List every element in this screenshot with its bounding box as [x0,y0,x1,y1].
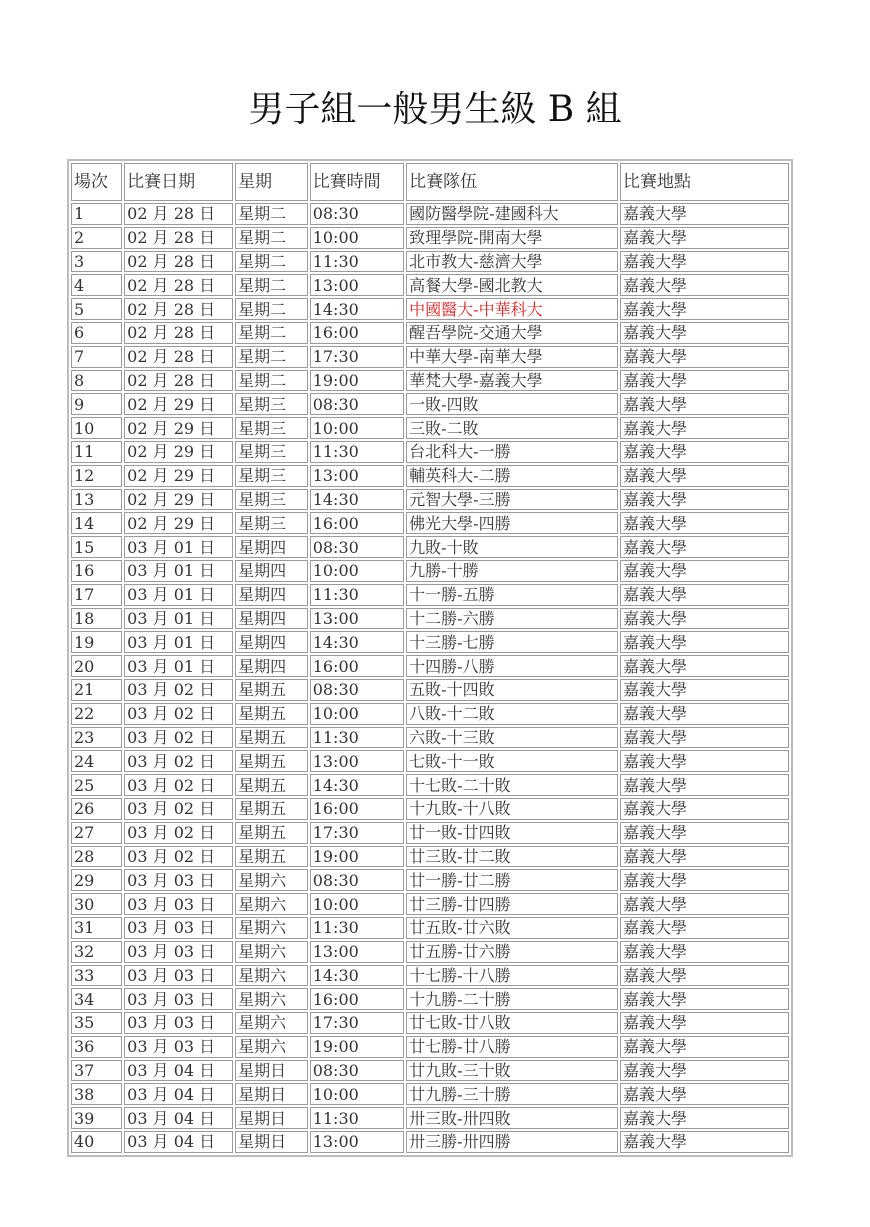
teams-cell: 元智大學-三勝 [406,489,618,511]
weekday-cell: 星期二 [235,227,308,249]
venue-cell: 嘉義大學 [620,1060,789,1082]
venue-cell: 嘉義大學 [620,584,789,606]
table-row [71,655,789,677]
match-number-cell: 5 [71,298,122,320]
table-row [71,203,789,225]
venue-cell: 嘉義大學 [620,465,789,487]
teams-cell: 致理學院-開南大學 [406,227,618,249]
table-row [71,441,789,463]
column-header-venue: 比賽地點 [620,163,789,201]
teams-cell: 三敗-二敗 [406,417,618,439]
table-row [71,679,789,701]
date-cell: 03 月 02 日 [124,822,233,844]
match-number-cell: 19 [71,631,122,653]
venue-cell: 嘉義大學 [620,536,789,558]
table-row [71,1131,789,1153]
match-number-cell: 40 [71,1131,122,1153]
time-cell: 16:00 [310,322,404,344]
weekday-cell: 星期五 [235,727,308,749]
venue-cell: 嘉義大學 [620,512,789,534]
venue-cell: 嘉義大學 [620,893,789,915]
match-number-cell: 20 [71,655,122,677]
table-row [71,917,789,939]
match-number-cell: 18 [71,608,122,630]
match-number-cell: 33 [71,965,122,987]
weekday-cell: 星期三 [235,489,308,511]
date-cell: 02 月 29 日 [124,393,233,415]
weekday-cell: 星期二 [235,322,308,344]
date-cell: 03 月 03 日 [124,988,233,1010]
match-number-cell: 2 [71,227,122,249]
date-cell: 03 月 01 日 [124,655,233,677]
match-number-cell: 32 [71,941,122,963]
venue-cell: 嘉義大學 [620,1131,789,1153]
weekday-cell: 星期二 [235,298,308,320]
venue-cell: 嘉義大學 [620,679,789,701]
venue-cell: 嘉義大學 [620,227,789,249]
time-cell: 13:00 [310,941,404,963]
weekday-cell: 星期五 [235,750,308,772]
time-cell: 17:30 [310,1012,404,1034]
time-cell: 16:00 [310,512,404,534]
time-cell: 08:30 [310,203,404,225]
teams-cell: 廿三勝-廿四勝 [406,893,618,915]
table-header-row [71,163,789,201]
teams-cell: 廿七勝-廿八勝 [406,1036,618,1058]
weekday-cell: 星期五 [235,798,308,820]
date-cell: 03 月 01 日 [124,584,233,606]
time-cell: 13:00 [310,608,404,630]
venue-cell: 嘉義大學 [620,750,789,772]
weekday-cell: 星期日 [235,1083,308,1105]
weekday-cell: 星期六 [235,988,308,1010]
teams-cell: 九勝-十勝 [406,560,618,582]
date-cell: 03 月 03 日 [124,1036,233,1058]
time-cell: 08:30 [310,393,404,415]
match-number-cell: 37 [71,1060,122,1082]
table-row [71,774,789,796]
time-cell: 10:00 [310,893,404,915]
teams-cell: 十一勝-五勝 [406,584,618,606]
weekday-cell: 星期六 [235,1036,308,1058]
time-cell: 13:00 [310,1131,404,1153]
column-header-date: 比賽日期 [124,163,233,201]
match-number-cell: 11 [71,441,122,463]
time-cell: 11:30 [310,584,404,606]
teams-cell: 佛光大學-四勝 [406,512,618,534]
table-row [71,512,789,534]
time-cell: 11:30 [310,251,404,273]
date-cell: 02 月 29 日 [124,489,233,511]
teams-cell: 卅三敗-卅四敗 [406,1107,618,1129]
venue-cell: 嘉義大學 [620,203,789,225]
match-number-cell: 15 [71,536,122,558]
table-row [71,727,789,749]
table-row [71,965,789,987]
date-cell: 03 月 02 日 [124,846,233,868]
table-row [71,941,789,963]
teams-cell: 卅三勝-卅四勝 [406,1131,618,1153]
match-number-cell: 12 [71,465,122,487]
teams-cell: 八敗-十二敗 [406,703,618,725]
match-number-cell: 34 [71,988,122,1010]
table-row [71,298,789,320]
weekday-cell: 星期日 [235,1060,308,1082]
weekday-cell: 星期三 [235,512,308,534]
weekday-cell: 星期三 [235,417,308,439]
time-cell: 14:30 [310,774,404,796]
venue-cell: 嘉義大學 [620,560,789,582]
venue-cell: 嘉義大學 [620,393,789,415]
venue-cell: 嘉義大學 [620,251,789,273]
table-row [71,322,789,344]
teams-cell: 廿七敗-廿八敗 [406,1012,618,1034]
teams-cell: 廿一勝-廿二勝 [406,869,618,891]
time-cell: 19:00 [310,1036,404,1058]
table-row [71,417,789,439]
match-number-cell: 24 [71,750,122,772]
date-cell: 02 月 28 日 [124,274,233,296]
date-cell: 02 月 29 日 [124,465,233,487]
time-cell: 10:00 [310,227,404,249]
date-cell: 03 月 03 日 [124,965,233,987]
teams-cell: 醒吾學院-交通大學 [406,322,618,344]
table-row [71,1107,789,1129]
match-number-cell: 9 [71,393,122,415]
venue-cell: 嘉義大學 [620,965,789,987]
time-cell: 17:30 [310,822,404,844]
date-cell: 03 月 03 日 [124,893,233,915]
date-cell: 03 月 03 日 [124,1012,233,1034]
match-number-cell: 27 [71,822,122,844]
date-cell: 02 月 28 日 [124,346,233,368]
time-cell: 16:00 [310,655,404,677]
table-row [71,560,789,582]
table-row [71,798,789,820]
teams-cell: 十四勝-八勝 [406,655,618,677]
weekday-cell: 星期二 [235,203,308,225]
table-row [71,346,789,368]
match-number-cell: 3 [71,251,122,273]
weekday-cell: 星期六 [235,917,308,939]
date-cell: 03 月 03 日 [124,869,233,891]
weekday-cell: 星期五 [235,774,308,796]
weekday-cell: 星期四 [235,631,308,653]
teams-cell: 六敗-十三敗 [406,727,618,749]
schedule-table [67,159,793,1157]
time-cell: 11:30 [310,727,404,749]
match-number-cell: 10 [71,417,122,439]
weekday-cell: 星期五 [235,703,308,725]
venue-cell: 嘉義大學 [620,774,789,796]
weekday-cell: 星期三 [235,441,308,463]
teams-cell: 中國醫大-中華科大 [406,298,618,320]
time-cell: 08:30 [310,536,404,558]
date-cell: 03 月 02 日 [124,750,233,772]
match-number-cell: 21 [71,679,122,701]
venue-cell: 嘉義大學 [620,727,789,749]
teams-cell: 十九敗-十八敗 [406,798,618,820]
venue-cell: 嘉義大學 [620,489,789,511]
table-row [71,251,789,273]
match-number-cell: 23 [71,727,122,749]
table-row [71,703,789,725]
venue-cell: 嘉義大學 [620,1083,789,1105]
venue-cell: 嘉義大學 [620,988,789,1010]
table-row [71,988,789,1010]
venue-cell: 嘉義大學 [620,869,789,891]
time-cell: 13:00 [310,750,404,772]
venue-cell: 嘉義大學 [620,631,789,653]
venue-cell: 嘉義大學 [620,941,789,963]
teams-cell: 廿一敗-廿四敗 [406,822,618,844]
venue-cell: 嘉義大學 [620,1036,789,1058]
match-number-cell: 7 [71,346,122,368]
weekday-cell: 星期六 [235,941,308,963]
time-cell: 16:00 [310,988,404,1010]
teams-cell: 七敗-十一敗 [406,750,618,772]
weekday-cell: 星期四 [235,584,308,606]
time-cell: 14:30 [310,965,404,987]
venue-cell: 嘉義大學 [620,917,789,939]
date-cell: 02 月 28 日 [124,322,233,344]
time-cell: 10:00 [310,560,404,582]
table-row [71,370,789,392]
date-cell: 03 月 01 日 [124,608,233,630]
weekday-cell: 星期六 [235,869,308,891]
teams-cell: 台北科大-一勝 [406,441,618,463]
match-number-cell: 38 [71,1083,122,1105]
weekday-cell: 星期日 [235,1131,308,1153]
date-cell: 03 月 03 日 [124,917,233,939]
table-row [71,1012,789,1034]
weekday-cell: 星期四 [235,536,308,558]
teams-cell: 華梵大學-嘉義大學 [406,370,618,392]
match-number-cell: 1 [71,203,122,225]
date-cell: 02 月 29 日 [124,441,233,463]
column-header-teams: 比賽隊伍 [406,163,618,201]
table-row [71,393,789,415]
teams-cell: 九敗-十敗 [406,536,618,558]
match-number-cell: 35 [71,1012,122,1034]
date-cell: 03 月 04 日 [124,1131,233,1153]
date-cell: 03 月 02 日 [124,774,233,796]
table-row [71,631,789,653]
match-number-cell: 16 [71,560,122,582]
venue-cell: 嘉義大學 [620,703,789,725]
match-number-cell: 22 [71,703,122,725]
teams-cell: 十七勝-十八勝 [406,965,618,987]
match-number-cell: 36 [71,1036,122,1058]
date-cell: 03 月 01 日 [124,536,233,558]
venue-cell: 嘉義大學 [620,1012,789,1034]
table-row [71,489,789,511]
teams-cell: 廿五勝-廿六勝 [406,941,618,963]
venue-cell: 嘉義大學 [620,798,789,820]
weekday-cell: 星期六 [235,893,308,915]
time-cell: 08:30 [310,1060,404,1082]
date-cell: 03 月 01 日 [124,631,233,653]
page-title: 男子組一般男生級 B 組 [248,89,622,130]
venue-cell: 嘉義大學 [620,322,789,344]
date-cell: 03 月 02 日 [124,798,233,820]
date-cell: 02 月 28 日 [124,227,233,249]
teams-cell: 輔英科大-二勝 [406,465,618,487]
match-number-cell: 25 [71,774,122,796]
weekday-cell: 星期四 [235,608,308,630]
venue-cell: 嘉義大學 [620,298,789,320]
time-cell: 10:00 [310,703,404,725]
match-number-cell: 29 [71,869,122,891]
weekday-cell: 星期五 [235,679,308,701]
date-cell: 03 月 04 日 [124,1083,233,1105]
weekday-cell: 星期日 [235,1107,308,1129]
time-cell: 11:30 [310,1107,404,1129]
teams-cell: 廿九勝-三十勝 [406,1083,618,1105]
column-header-weekday: 星期 [235,163,308,201]
venue-cell: 嘉義大學 [620,370,789,392]
match-number-cell: 28 [71,846,122,868]
time-cell: 13:00 [310,465,404,487]
date-cell: 03 月 03 日 [124,941,233,963]
venue-cell: 嘉義大學 [620,441,789,463]
date-cell: 02 月 28 日 [124,203,233,225]
table-row [71,822,789,844]
date-cell: 02 月 28 日 [124,370,233,392]
table-row [71,465,789,487]
time-cell: 14:30 [310,298,404,320]
weekday-cell: 星期四 [235,655,308,677]
weekday-cell: 星期五 [235,822,308,844]
date-cell: 03 月 01 日 [124,560,233,582]
match-number-cell: 13 [71,489,122,511]
table-row [71,750,789,772]
teams-cell: 中華大學-南華大學 [406,346,618,368]
weekday-cell: 星期二 [235,274,308,296]
date-cell: 02 月 29 日 [124,512,233,534]
time-cell: 11:30 [310,441,404,463]
time-cell: 08:30 [310,679,404,701]
weekday-cell: 星期三 [235,465,308,487]
venue-cell: 嘉義大學 [620,417,789,439]
teams-cell: 廿五敗-廿六敗 [406,917,618,939]
time-cell: 10:00 [310,417,404,439]
weekday-cell: 星期二 [235,251,308,273]
date-cell: 03 月 04 日 [124,1060,233,1082]
teams-cell: 廿三敗-廿二敗 [406,846,618,868]
date-cell: 03 月 02 日 [124,703,233,725]
table-row [71,1036,789,1058]
weekday-cell: 星期三 [235,393,308,415]
teams-cell: 十三勝-七勝 [406,631,618,653]
teams-cell: 五敗-十四敗 [406,679,618,701]
table-row [71,846,789,868]
venue-cell: 嘉義大學 [620,274,789,296]
time-cell: 17:30 [310,346,404,368]
weekday-cell: 星期二 [235,370,308,392]
time-cell: 16:00 [310,798,404,820]
teams-cell: 北市教大-慈濟大學 [406,251,618,273]
column-header-time: 比賽時間 [310,163,404,201]
teams-cell: 高餐大學-國北教大 [406,274,618,296]
match-number-cell: 8 [71,370,122,392]
table-row [71,893,789,915]
date-cell: 02 月 28 日 [124,251,233,273]
time-cell: 08:30 [310,869,404,891]
venue-cell: 嘉義大學 [620,1107,789,1129]
table-row [71,227,789,249]
match-number-cell: 26 [71,798,122,820]
venue-cell: 嘉義大學 [620,608,789,630]
match-number-cell: 17 [71,584,122,606]
table-row [71,1060,789,1082]
column-header-match-no: 場次 [71,163,122,201]
time-cell: 14:30 [310,631,404,653]
match-number-cell: 6 [71,322,122,344]
venue-cell: 嘉義大學 [620,846,789,868]
weekday-cell: 星期五 [235,846,308,868]
teams-cell: 國防醫學院-建國科大 [406,203,618,225]
table-row [71,536,789,558]
time-cell: 14:30 [310,489,404,511]
teams-cell: 一敗-四敗 [406,393,618,415]
table-row [71,869,789,891]
teams-cell: 廿九敗-三十敗 [406,1060,618,1082]
venue-cell: 嘉義大學 [620,346,789,368]
teams-cell: 十七敗-二十敗 [406,774,618,796]
weekday-cell: 星期六 [235,965,308,987]
time-cell: 13:00 [310,274,404,296]
weekday-cell: 星期二 [235,346,308,368]
weekday-cell: 星期四 [235,560,308,582]
venue-cell: 嘉義大學 [620,822,789,844]
time-cell: 19:00 [310,846,404,868]
table-row [71,274,789,296]
venue-cell: 嘉義大學 [620,655,789,677]
match-number-cell: 30 [71,893,122,915]
match-number-cell: 14 [71,512,122,534]
date-cell: 02 月 29 日 [124,417,233,439]
table-row [71,584,789,606]
match-number-cell: 31 [71,917,122,939]
match-number-cell: 4 [71,274,122,296]
teams-cell: 十九勝-二十勝 [406,988,618,1010]
time-cell: 11:30 [310,917,404,939]
table-row [71,1083,789,1105]
date-cell: 03 月 02 日 [124,727,233,749]
date-cell: 02 月 28 日 [124,298,233,320]
date-cell: 03 月 02 日 [124,679,233,701]
match-number-cell: 39 [71,1107,122,1129]
weekday-cell: 星期六 [235,1012,308,1034]
table-row [71,608,789,630]
teams-cell: 十二勝-六勝 [406,608,618,630]
time-cell: 10:00 [310,1083,404,1105]
time-cell: 19:00 [310,370,404,392]
date-cell: 03 月 04 日 [124,1107,233,1129]
